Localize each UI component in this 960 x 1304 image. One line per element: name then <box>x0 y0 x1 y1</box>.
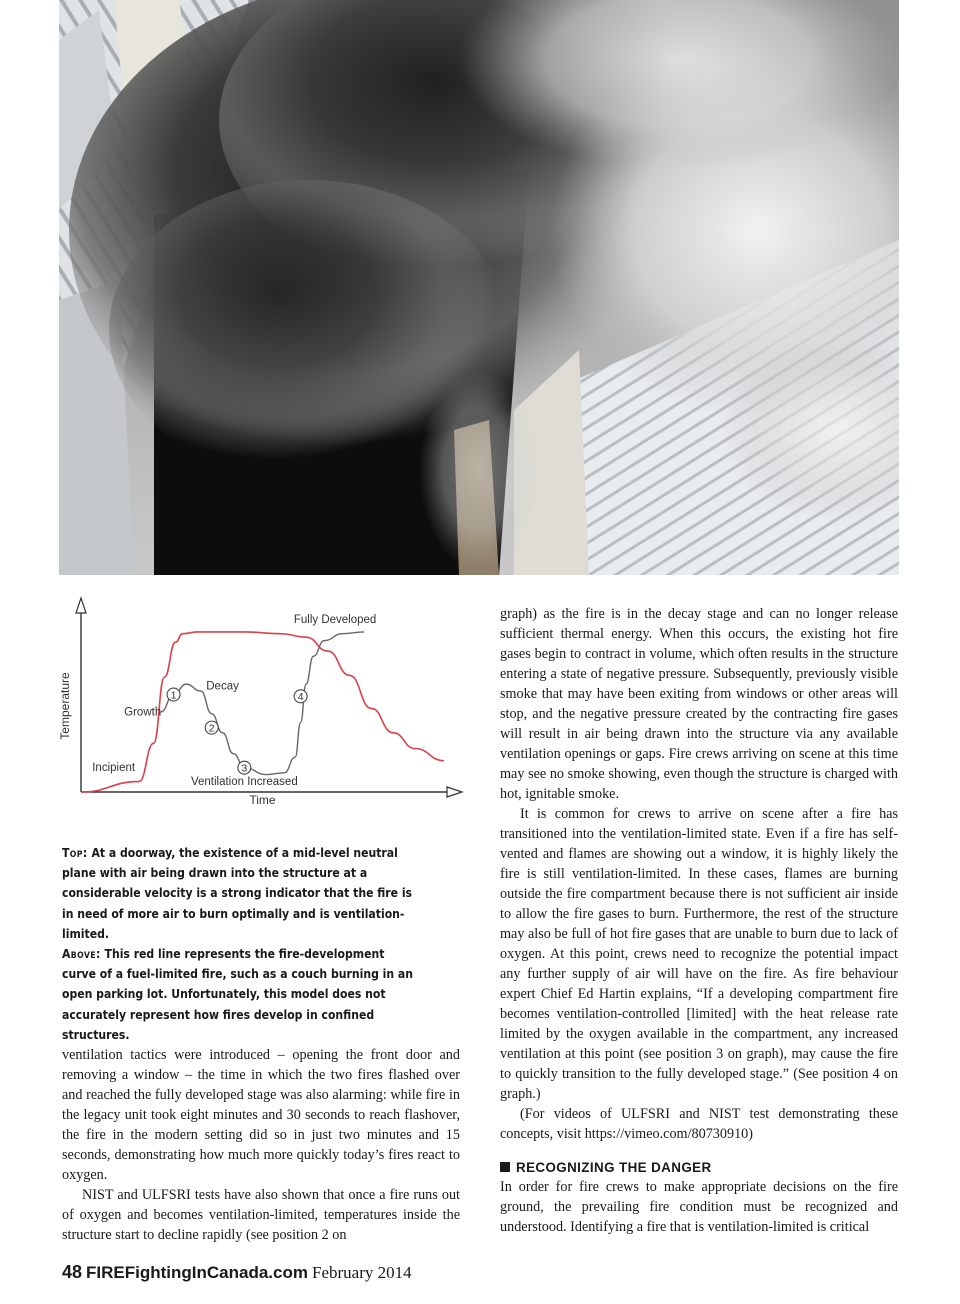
right-text-column <box>500 604 898 1237</box>
section-heading <box>500 1159 898 1177</box>
section-heading-text: RECOGNIZING THE DANGER <box>516 1160 712 1175</box>
position-marker-label: 2 <box>208 722 215 735</box>
left-paragraph-2: NIST and ULFSRI tests have also shown that once a fire runs out of oxygen and becomes ventilation-limited, temperatures inside the structure start to decline rapidly (see position 2 on <box>62 1187 460 1243</box>
annotation-label: Fully Developed <box>293 614 377 627</box>
annotation-label: Incipient <box>92 762 136 775</box>
footer-date: February 2014 <box>311 1263 412 1282</box>
caption-top-label: Top: <box>62 845 88 860</box>
x-axis-label: Time <box>249 793 276 807</box>
left-paragraph-1: ventilation tactics were introduced – opening the front door and removing a window – the time in which the two fires flashed over and reached the fully developed stage was also alarming: while fire in the legacy unit took eight minutes and 30 seconds to reach flashover, the fire in the modern setting did so in just two minutes and 15 seconds, demonstrating how much more quickly today’s fires react to oxygen. <box>62 1047 460 1183</box>
chart-svg <box>59 596 469 806</box>
caption-above-text: This red line represents the fire-development curve of a fuel-limited fire, such as a couch burning in an open parking lot. Unfortunately, this model does not accurately represent how fires develop in confined structures. <box>62 946 413 1042</box>
fire-development-graph <box>59 596 469 806</box>
position-marker-label: 3 <box>241 762 248 775</box>
annotation-label: Decay <box>206 680 239 693</box>
caption-above-label: Above: <box>62 946 101 962</box>
annotation-label: Growth <box>124 706 162 719</box>
caption-above <box>62 944 417 1045</box>
y-axis-label: Temperature <box>58 672 72 740</box>
position-marker-label: 4 <box>297 691 304 704</box>
caption-top <box>62 843 417 944</box>
right-paragraph-2: It is common for crews to arrive on scene after a fire has transitioned into the ventilation-limited state. Even if a fire has self-vented and flames are showing out a window, it is highly likely the fire is still ventilation-limited. In these cases, flames are burning outside the fire compartment because there is not sufficient air inside to allow the fire gases to burn. Furthermore, the rest of the structure may also be full of hot fire gases that are unable to burn due to lack of oxygen. At this point, crews need to recognize the potential impact any further supply of air will have on the fire. As fire behaviour expert Chief Ed Hartin explains, “If a developing compartment fire becomes ventilation-controlled [limited] with the heat release rate limited by the oxygen available in the compartment, any increased ventilation at this point (see position 3 on graph), may cause the fire to quickly transition to the fully developed stage.” (See position 4 on graph.) <box>500 806 898 1102</box>
page-footer <box>62 1262 412 1283</box>
caption-top-text: At a doorway, the existence of a mid-level neutral plane with air being drawn into the structure at a considerable velocity is a strong indicator that the fire is in need of more air to burn optimally and is ventilation-limited. <box>62 845 413 941</box>
y-axis-arrow-icon <box>76 598 86 613</box>
right-paragraph-4: In order for fire crews to make appropriate decisions on the fire ground, the prevailing fire condition must be recognized and understood. Identifying a fire that is ventilation-limited is critical <box>500 1179 898 1235</box>
smoke-doorway-photo <box>59 0 899 575</box>
page-number: 48 <box>62 1262 83 1282</box>
right-paragraph-3: (For videos of ULFSRI and NIST test demonstrating these concepts, visit https://vimeo.com/80730910) <box>500 1106 898 1142</box>
left-text-column <box>62 1045 460 1245</box>
right-paragraph-1: graph) as the fire is in the decay stage and can no longer release sufficient thermal energy. When this occurs, the existing hot fire gases begin to contract in volume, which often results in the structure entering a state of negative pressure. Subsequently, previously visible smoke that may have been exiting from windows or other areas will stop, and the negative pressure created by the contracting fire gases will result in air being drawn into the structure via any available ventilation openings or gaps. Fire crews arriving on scene at this time may see no smoke showing, even though the structure is charged with hot, ignitable smoke. <box>500 606 898 802</box>
position-marker-label: 1 <box>170 689 177 702</box>
annotation-label: Ventilation Increased <box>190 776 298 789</box>
photo-caption <box>62 843 417 1045</box>
smoke-photo-illustration <box>59 0 899 575</box>
x-axis-arrow-icon <box>447 787 462 797</box>
footer-brand: FIREFightingInCanada.com <box>86 1263 308 1282</box>
square-bullet-icon <box>500 1162 510 1172</box>
